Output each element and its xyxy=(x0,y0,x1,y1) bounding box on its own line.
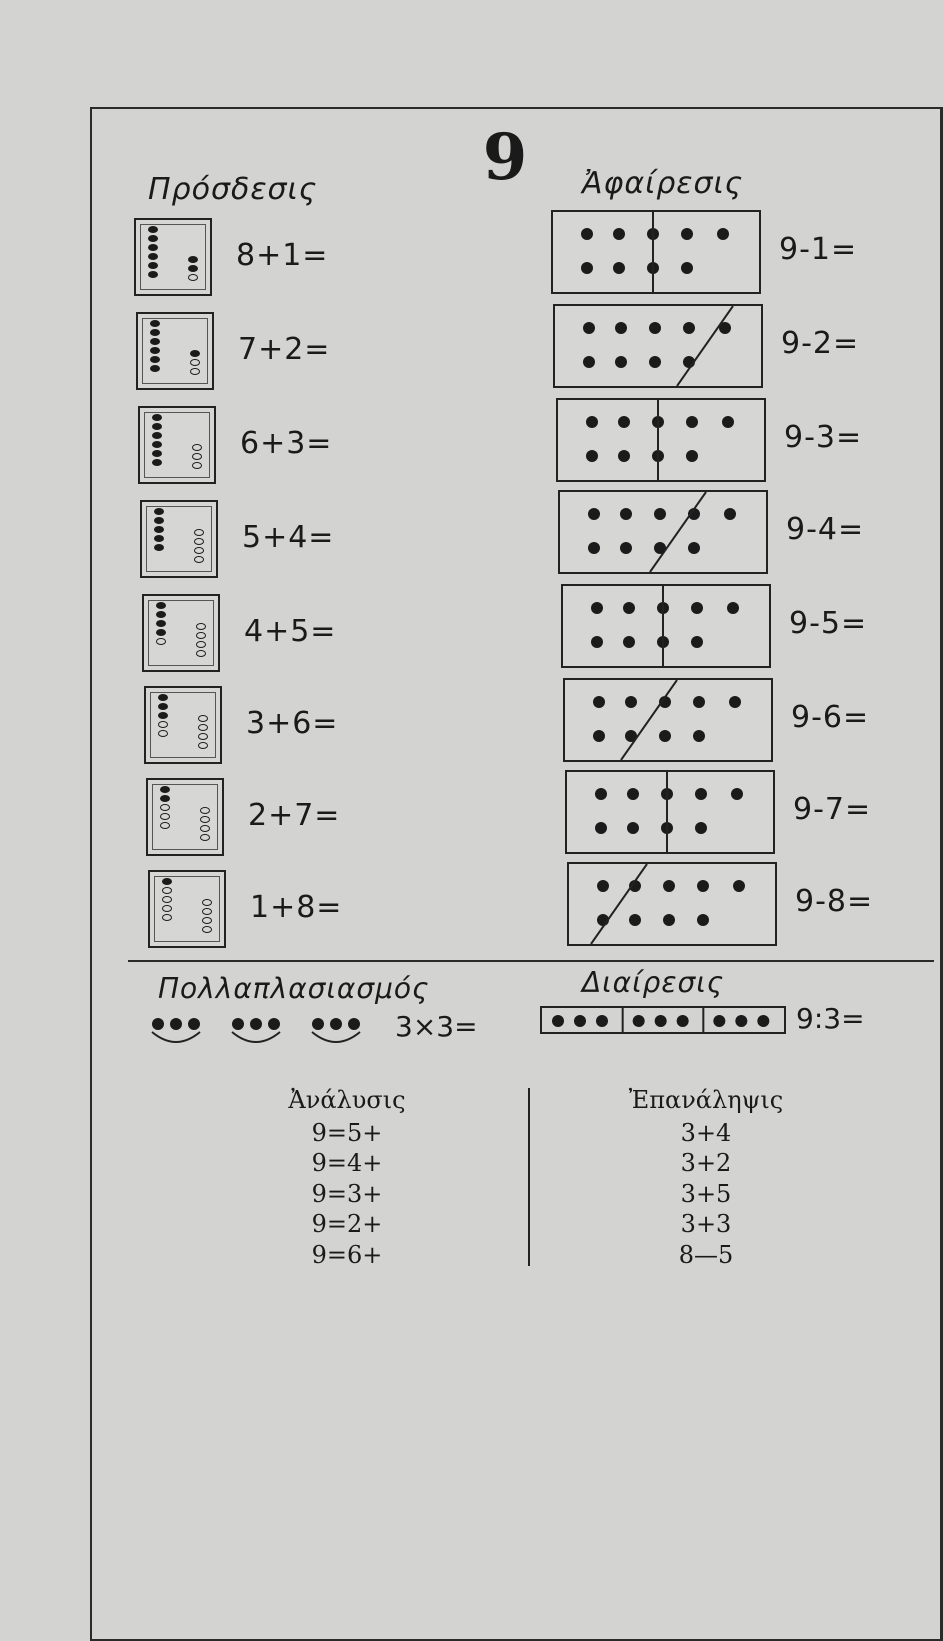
dot xyxy=(615,322,627,334)
open-dot xyxy=(194,538,204,545)
dot xyxy=(729,696,741,708)
filled-dot xyxy=(156,602,166,609)
dot xyxy=(681,262,693,274)
dot xyxy=(627,822,639,834)
domino-tile xyxy=(142,594,220,672)
filled-dot xyxy=(152,432,162,439)
dot xyxy=(655,1015,667,1027)
dot xyxy=(591,602,603,614)
subtraction-expression: 9-1= xyxy=(779,232,858,267)
dot xyxy=(268,1018,280,1030)
open-dot xyxy=(198,715,208,722)
domino-tile xyxy=(134,218,212,296)
subtraction-expression: 9-6= xyxy=(791,700,870,735)
dot xyxy=(686,450,698,462)
filled-dot xyxy=(158,694,168,701)
multiplication-heading: Πολλαπλασιασμός xyxy=(158,972,430,1005)
dot xyxy=(250,1018,262,1030)
review-column xyxy=(616,1085,796,1270)
dot xyxy=(348,1018,360,1030)
dot xyxy=(724,508,736,520)
open-dot xyxy=(202,899,212,906)
filled-dot xyxy=(154,535,164,542)
open-dot xyxy=(160,813,170,820)
filled-dot xyxy=(150,356,160,363)
open-dot xyxy=(202,917,212,924)
review-line: 3+3 xyxy=(680,1210,732,1238)
split-mark xyxy=(677,306,733,386)
big-number: 9 xyxy=(482,120,528,195)
open-dot xyxy=(158,730,168,737)
group-arc xyxy=(152,1032,200,1042)
domino-tile xyxy=(558,490,768,574)
dot xyxy=(688,542,700,554)
dot xyxy=(627,788,639,800)
filled-dot xyxy=(152,441,162,448)
addition-expression: 6+3= xyxy=(240,426,333,461)
subtraction-heading: Ἀφαίρεσις xyxy=(582,166,744,201)
filled-dot xyxy=(150,338,160,345)
filled-dot xyxy=(154,508,164,515)
analysis-line: 9=3+ xyxy=(311,1179,383,1208)
open-dot xyxy=(202,908,212,915)
filled-dot xyxy=(152,450,162,457)
addition-heading: Πρόσδεσις xyxy=(148,172,318,207)
filled-dot xyxy=(188,265,198,272)
domino-tile xyxy=(556,398,766,482)
analysis-line: 9=6+ xyxy=(311,1240,383,1269)
dot xyxy=(713,1015,725,1027)
dot xyxy=(620,508,632,520)
dot xyxy=(695,788,707,800)
review-heading: Ἐπανάληψις xyxy=(628,1086,784,1114)
domino-tile xyxy=(561,584,771,668)
dot xyxy=(649,322,661,334)
open-dot xyxy=(156,638,166,645)
division-strip xyxy=(540,1006,786,1034)
dot xyxy=(623,602,635,614)
open-dot xyxy=(196,623,206,630)
dot xyxy=(595,788,607,800)
open-dot xyxy=(192,444,202,451)
filled-dot xyxy=(160,795,170,802)
filled-dot xyxy=(152,459,162,466)
dot xyxy=(691,602,703,614)
dot xyxy=(330,1018,342,1030)
dot xyxy=(588,508,600,520)
division-heading: Διαίρεσις xyxy=(582,966,725,999)
addition-expression: 3+6= xyxy=(246,706,339,741)
dot xyxy=(586,450,598,462)
dot xyxy=(677,1015,689,1027)
dot xyxy=(232,1018,244,1030)
open-dot xyxy=(196,641,206,648)
filled-dot xyxy=(156,620,166,627)
split-mark xyxy=(621,680,677,760)
group-arc xyxy=(232,1032,280,1042)
filled-dot xyxy=(148,226,158,233)
analysis-line: 9=5+ xyxy=(311,1118,383,1147)
domino-tile xyxy=(565,770,775,854)
dot xyxy=(615,356,627,368)
filled-dot xyxy=(154,517,164,524)
filled-dot xyxy=(148,253,158,260)
dot xyxy=(581,262,593,274)
dot xyxy=(188,1018,200,1030)
open-dot xyxy=(200,807,210,814)
analysis-heading: Ἀνάλυσις xyxy=(288,1086,406,1114)
open-dot xyxy=(158,721,168,728)
open-dot xyxy=(194,556,204,563)
dot xyxy=(152,1018,164,1030)
dot xyxy=(717,228,729,240)
analysis-line: 9=4+ xyxy=(311,1149,383,1177)
review-line: 8—5 xyxy=(678,1240,734,1269)
open-dot xyxy=(160,822,170,829)
addition-expression: 1+8= xyxy=(250,890,343,925)
filled-dot xyxy=(150,347,160,354)
open-dot xyxy=(194,547,204,554)
filled-dot xyxy=(154,526,164,533)
dot xyxy=(693,730,705,742)
dot xyxy=(625,696,637,708)
dot xyxy=(659,730,671,742)
addition-expression: 2+7= xyxy=(248,798,341,833)
open-dot xyxy=(200,816,210,823)
open-dot xyxy=(196,632,206,639)
dot xyxy=(595,822,607,834)
filled-dot xyxy=(150,320,160,327)
review-line: 3+4 xyxy=(680,1118,732,1147)
dot xyxy=(693,696,705,708)
filled-dot xyxy=(148,271,158,278)
dot xyxy=(574,1015,586,1027)
open-dot xyxy=(196,650,206,657)
group-arc xyxy=(312,1032,360,1042)
analysis-line: 9=2+ xyxy=(311,1210,383,1238)
filled-dot xyxy=(162,878,172,885)
filled-dot xyxy=(150,329,160,336)
filled-dot xyxy=(160,786,170,793)
dot xyxy=(697,914,709,926)
dot xyxy=(629,914,641,926)
filled-dot xyxy=(148,244,158,251)
column-divider xyxy=(528,1088,530,1266)
open-dot xyxy=(198,742,208,749)
dot xyxy=(613,262,625,274)
open-dot xyxy=(192,462,202,469)
dot xyxy=(613,228,625,240)
filled-dot xyxy=(156,611,166,618)
open-dot xyxy=(188,274,198,281)
dot xyxy=(681,228,693,240)
division-expression: 9:3= xyxy=(796,1002,865,1035)
dot xyxy=(731,788,743,800)
domino-tile xyxy=(563,678,773,762)
addition-expression: 4+5= xyxy=(244,614,337,649)
dot xyxy=(596,1015,608,1027)
filled-dot xyxy=(148,262,158,269)
dot xyxy=(581,228,593,240)
open-dot xyxy=(194,529,204,536)
dot xyxy=(722,416,734,428)
dot xyxy=(591,636,603,648)
dot xyxy=(170,1018,182,1030)
subtraction-expression: 9-2= xyxy=(781,326,860,361)
domino-tile xyxy=(551,210,761,294)
domino-tile xyxy=(138,406,216,484)
dot xyxy=(695,822,707,834)
open-dot xyxy=(162,887,172,894)
dot xyxy=(312,1018,324,1030)
dot xyxy=(727,602,739,614)
dot xyxy=(583,322,595,334)
domino-tile xyxy=(146,778,224,856)
dot xyxy=(593,696,605,708)
open-dot xyxy=(190,359,200,366)
review-line: 3+2 xyxy=(680,1149,732,1177)
dot xyxy=(697,880,709,892)
addition-expression: 7+2= xyxy=(238,332,331,367)
dot xyxy=(552,1015,564,1027)
open-dot xyxy=(198,724,208,731)
multiplication-expression: 3×3= xyxy=(395,1010,478,1043)
dot xyxy=(683,322,695,334)
open-dot xyxy=(190,368,200,375)
dot xyxy=(588,542,600,554)
review-line: 3+5 xyxy=(680,1179,732,1208)
domino-tile xyxy=(144,686,222,764)
subtraction-expression: 9-5= xyxy=(789,606,868,641)
dot xyxy=(654,508,666,520)
subtraction-expression: 9-3= xyxy=(784,420,863,455)
dot xyxy=(620,542,632,554)
filled-dot xyxy=(158,703,168,710)
domino-tile xyxy=(553,304,763,388)
dot xyxy=(757,1015,769,1027)
dot xyxy=(623,636,635,648)
filled-dot xyxy=(188,256,198,263)
split-mark xyxy=(650,492,706,572)
dot xyxy=(586,416,598,428)
dot xyxy=(618,450,630,462)
addition-expression: 5+4= xyxy=(242,520,335,555)
filled-dot xyxy=(190,350,200,357)
open-dot xyxy=(200,825,210,832)
split-mark xyxy=(591,864,647,944)
domino-tile xyxy=(136,312,214,390)
open-dot xyxy=(162,914,172,921)
dot xyxy=(597,880,609,892)
section-divider xyxy=(128,960,934,962)
open-dot xyxy=(162,905,172,912)
open-dot xyxy=(160,804,170,811)
domino-tile xyxy=(567,862,777,946)
dot xyxy=(691,636,703,648)
open-dot xyxy=(192,453,202,460)
filled-dot xyxy=(152,414,162,421)
dot xyxy=(663,880,675,892)
dot xyxy=(649,356,661,368)
open-dot xyxy=(202,926,212,933)
addition-expression: 8+1= xyxy=(236,238,329,273)
open-dot xyxy=(162,896,172,903)
analysis-column xyxy=(272,1085,422,1270)
dot xyxy=(733,880,745,892)
dot xyxy=(593,730,605,742)
dot xyxy=(583,356,595,368)
open-dot xyxy=(200,834,210,841)
subtraction-expression: 9-8= xyxy=(795,884,874,919)
subtraction-expression: 9-4= xyxy=(786,512,865,547)
filled-dot xyxy=(154,544,164,551)
domino-tile xyxy=(140,500,218,578)
dot xyxy=(686,416,698,428)
filled-dot xyxy=(152,423,162,430)
dot xyxy=(663,914,675,926)
dot xyxy=(618,416,630,428)
subtraction-expression: 9-7= xyxy=(793,792,872,827)
filled-dot xyxy=(150,365,160,372)
dot xyxy=(735,1015,747,1027)
filled-dot xyxy=(148,235,158,242)
domino-tile xyxy=(148,870,226,948)
open-dot xyxy=(198,733,208,740)
filled-dot xyxy=(156,629,166,636)
filled-dot xyxy=(158,712,168,719)
dot xyxy=(633,1015,645,1027)
